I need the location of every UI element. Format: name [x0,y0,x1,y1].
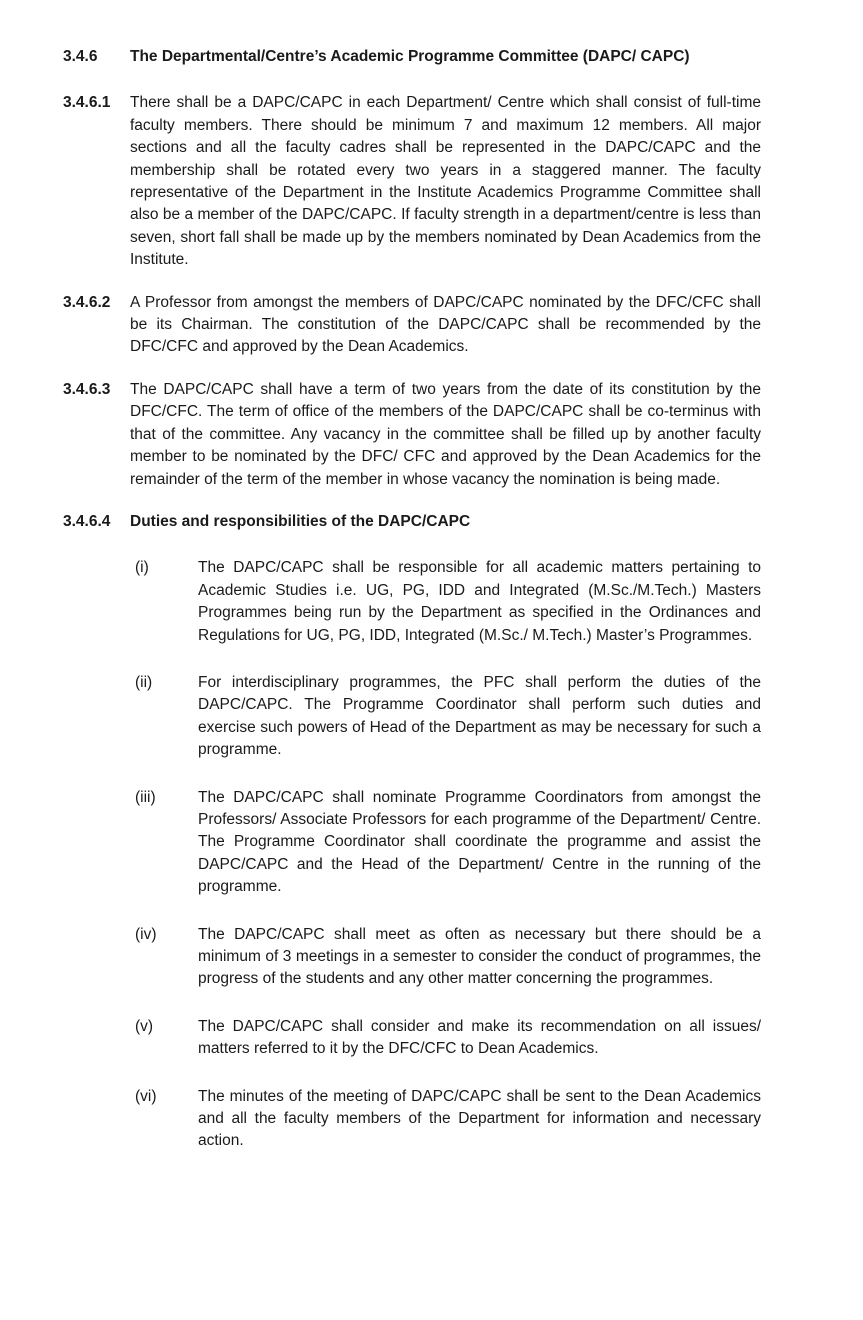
paragraph-3-4-6-1 [63,92,761,271]
duty-item-v [135,1016,761,1061]
subheading-number: 3.4.6.4 [63,512,111,530]
duty-text: For interdisciplinary programmes, the PFC shall perform the duties of the DAPC/CAPC. The Programme Coordinator shall perform such duties and exercise such powers of Head of the Department as may be necessary for such a programme. [198,673,761,759]
duty-item-iv [135,924,761,991]
duty-text: The DAPC/CAPC shall meet as often as necessary but there should be a minimum of 3 meetings in a semester to consider the conduct of programmes, the progress of the students and any other matter concerning the programmes. [198,925,761,988]
duty-marker: (iv) [135,925,157,943]
subheading-text: Duties and responsibilities of the DAPC/CAPC [130,512,471,530]
paragraph-3-4-6-3 [63,379,761,491]
duty-text: The DAPC/CAPC shall nominate Programme Coordinators from amongst the Professors/ Associate Professors for each programme of the Department/ Centre. The Programme Coordinator shall coordinate the programme and assist the DAPC/CAPC and the Head of the Department/ Centre in the running of the programme. [198,788,761,896]
section-heading-text: The Departmental/Centre’s Academic Programme Committee (DAPC/ CAPC) [130,48,690,65]
paragraph-number: 3.4.6.3 [63,380,111,398]
duty-item-vi [135,1086,761,1153]
duty-text: The minutes of the meeting of DAPC/CAPC shall be sent to the Dean Academics and all the faculty members of the Department for information and necessary action. [198,1087,761,1150]
duty-item-iii [135,787,761,899]
paragraph-text: A Professor from amongst the members of DAPC/CAPC nominated by the DFC/CFC shall be its Chairman. The constitution of the DAPC/CAPC shall be recommended by the DFC/CFC and approved by the Dean Academics. [130,293,761,356]
duty-marker: (iii) [135,788,156,806]
duty-marker: (ii) [135,673,153,691]
duty-text: The DAPC/CAPC shall be responsible for all academic matters pertaining to Academic Studies i.e. UG, PG, IDD and Integrated (M.Sc./M.Tech.) Masters Programmes being run by the Department as specified in the Ordinances and Regulations for UG, PG, IDD, Integrated (M.Sc./ M.Tech.) Master’s Programmes. [198,559,761,644]
duty-marker: (i) [135,559,149,577]
subheading-duties [63,511,761,533]
section-heading [63,46,761,68]
duty-marker: (vi) [135,1087,157,1105]
paragraph-number: 3.4.6.2 [63,293,111,311]
paragraph-text: There shall be a DAPC/CAPC in each Department/ Centre which shall consist of full-time faculty members. There should be minimum 7 and maximum 12 members. All major sections and all the faculty cadres shall be represented in the DAPC/CAPC and the membership shall be rotated every two years in a staggered manner. The faculty representative of the Department in the Institute Academics Programme Committee shall also be a member of the DAPC/CAPC. If faculty strength in a department/centre is less than seven, short fall shall be made up by the members nominated by Dean Academics from the Institute. [130,94,761,269]
paragraph-text: The DAPC/CAPC shall have a term of two years from the date of its constitution by the DFC/CFC. The term of office of the members of the DAPC/CAPC shall be co-terminus with that of the committee. Any vacancy in the committee shall be filled up by another faculty member to be nominated by the DFC/ CFC and approved by the Dean Academics for the remainder of the term of the member in whose vacancy the nomination is being made. [130,380,761,488]
paragraph-3-4-6-2 [63,292,761,359]
duty-text: The DAPC/CAPC shall consider and make its recommendation on all issues/ matters referred to it by the DFC/CFC to Dean Academics. [198,1017,761,1058]
paragraph-number: 3.4.6.1 [63,94,111,112]
duty-marker: (v) [135,1017,154,1035]
duty-item-ii [135,672,761,762]
section-heading-number: 3.4.6 [63,48,98,65]
duty-item-i [135,557,761,647]
